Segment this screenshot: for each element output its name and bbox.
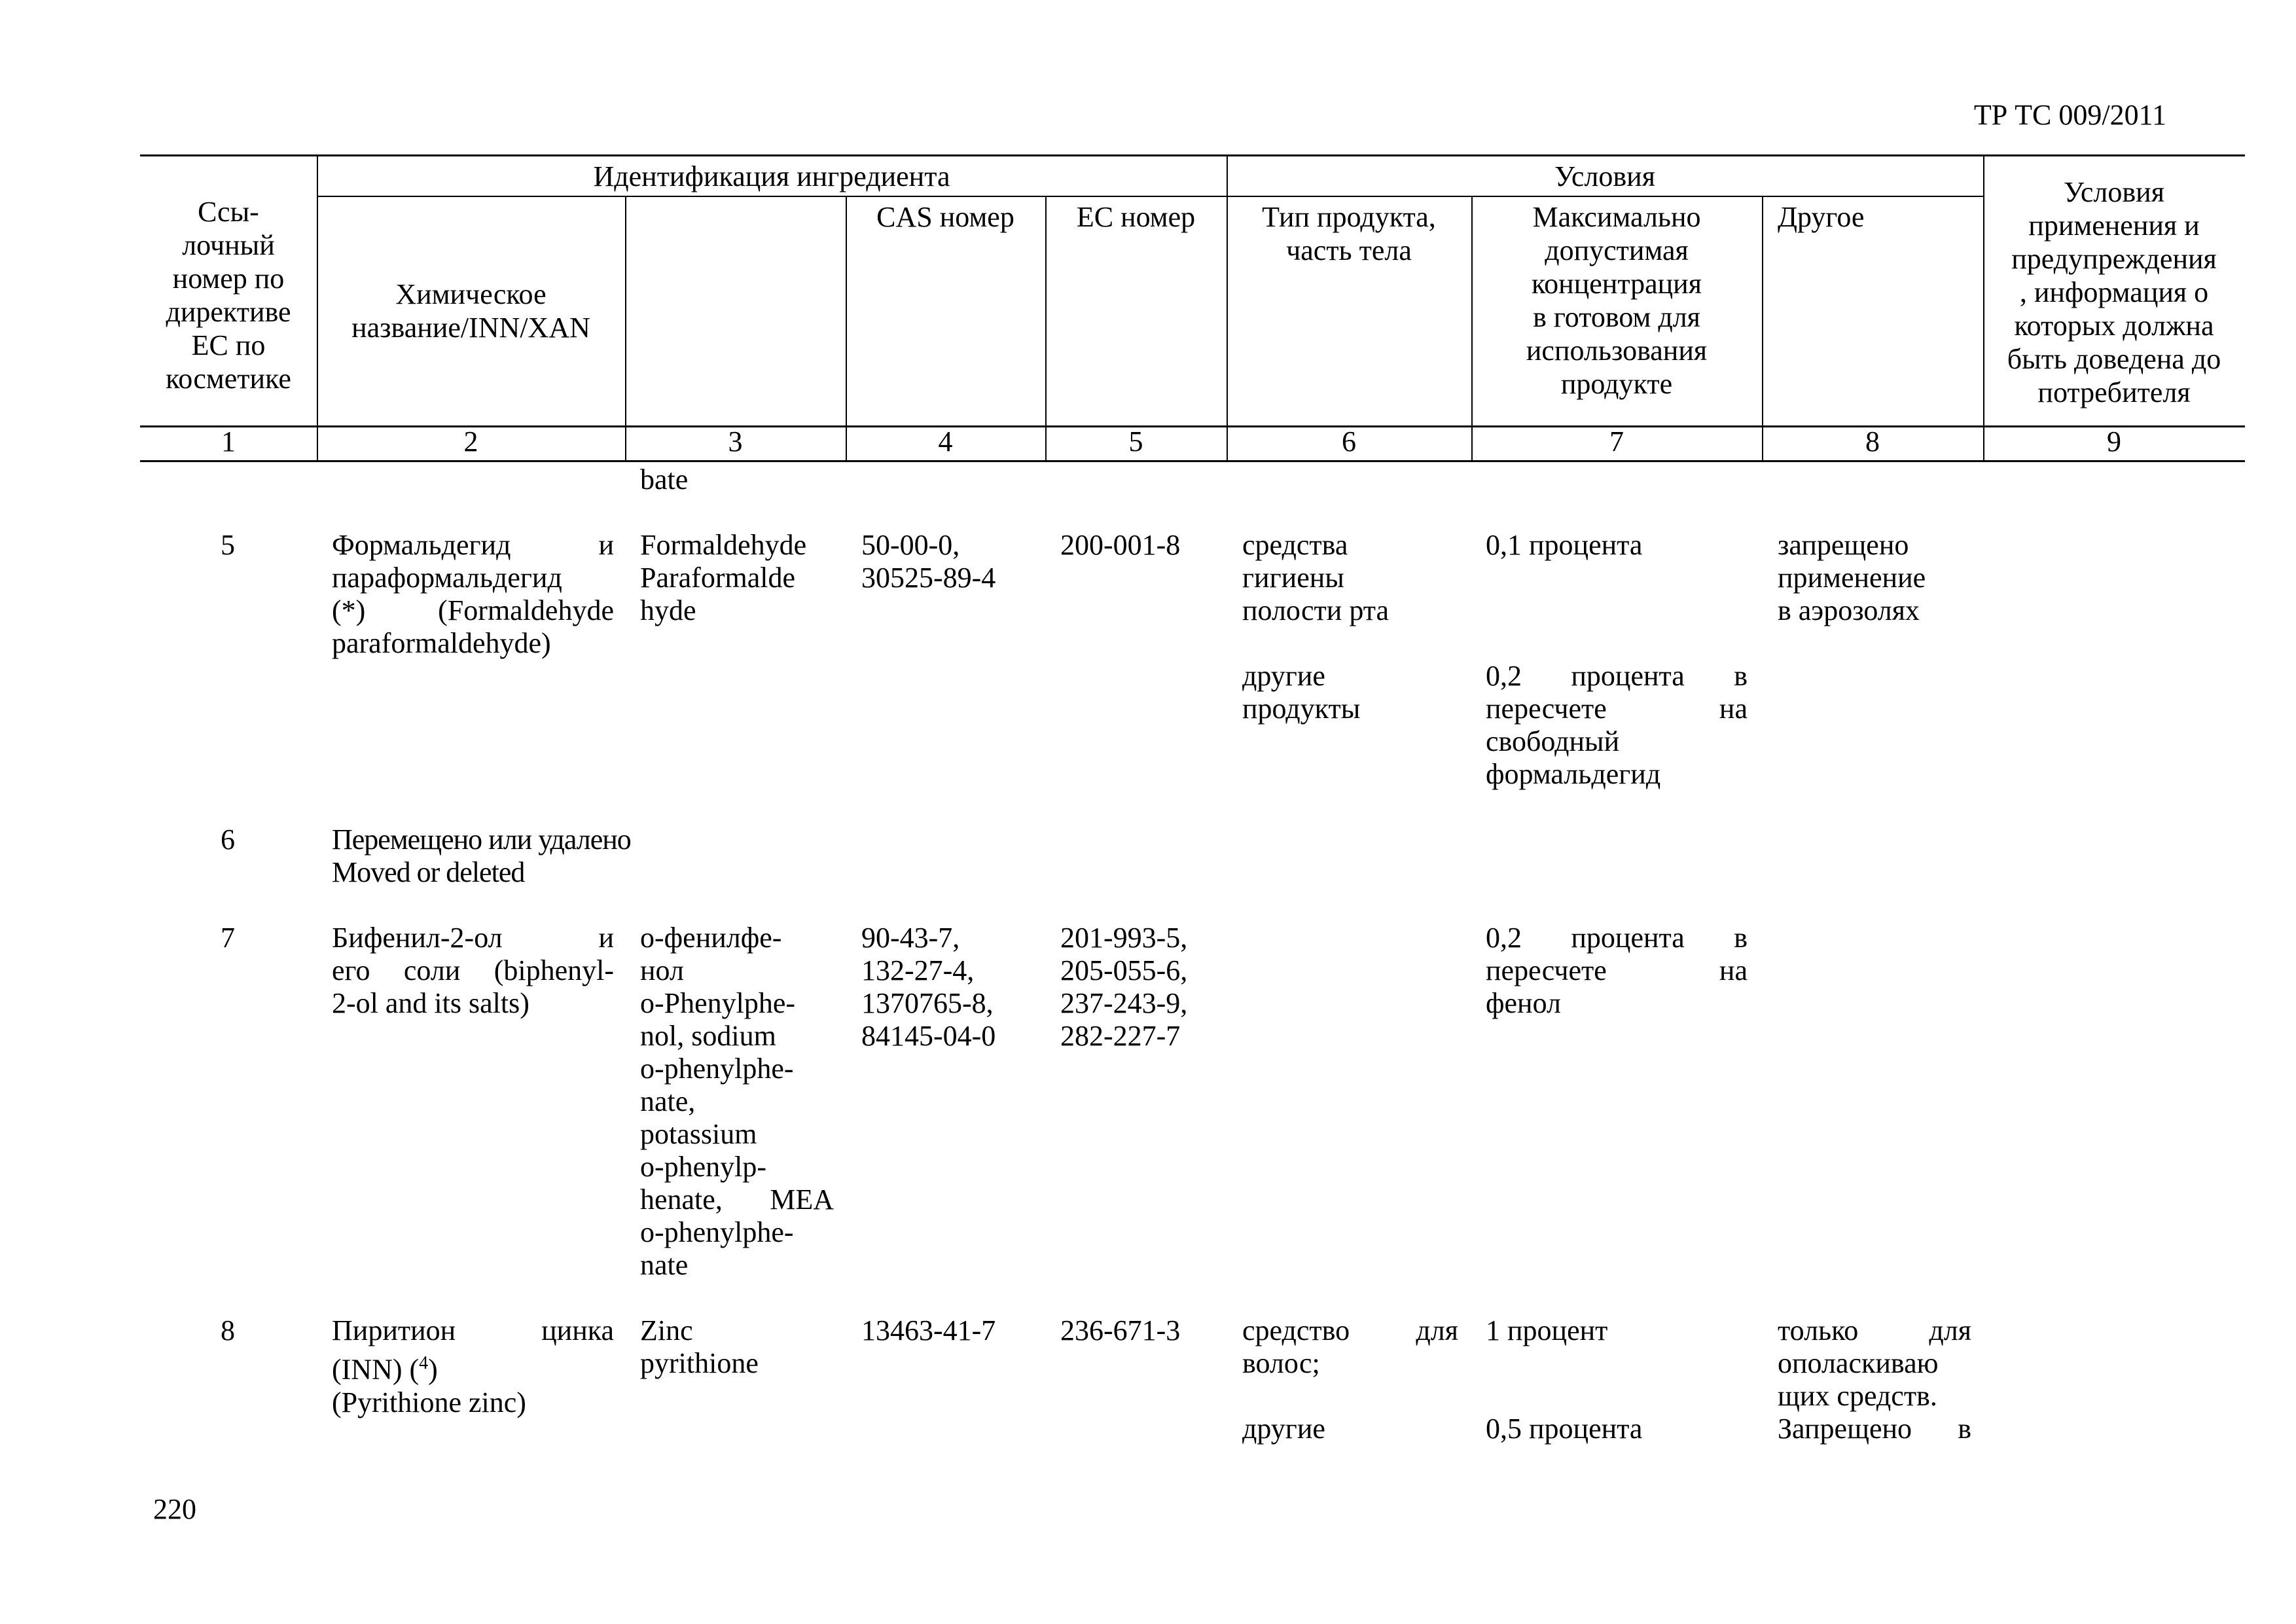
row8-other: только для ополаскиваю щих средств. Запрещено в bbox=[1778, 1314, 1971, 1445]
row5-concentration-b: 0,2 процента в пересчете на свободный формальдегид bbox=[1486, 660, 1748, 790]
row8-concentration-b: 0,5 процента bbox=[1486, 1413, 1643, 1445]
row5-inn: Formaldehyde Paraformalde hyde bbox=[640, 529, 807, 626]
row8-chemical-name: Пиритион цинка (INN) ($^4$) (Pyrithione zinc) bbox=[332, 1314, 614, 1418]
column-number-8: 8 bbox=[1865, 425, 1880, 458]
row7-concentration: 0,2 процента в пересчете на фенол bbox=[1486, 922, 1748, 1019]
row8-ec: 236-671-3 bbox=[1060, 1314, 1181, 1346]
header-ec-number: ЕС номер bbox=[1076, 201, 1196, 233]
row5-other: запрещено применение в аэрозолях bbox=[1778, 529, 1926, 626]
column-number-5: 5 bbox=[1128, 425, 1143, 458]
column-number-7: 7 bbox=[1609, 425, 1624, 458]
row8-number: 8 bbox=[221, 1314, 235, 1346]
column-number-3: 3 bbox=[728, 425, 743, 458]
row8-product-type-a: средство для волос; bbox=[1242, 1314, 1458, 1379]
column-number-9: 9 bbox=[2107, 425, 2121, 458]
row8-product-type-b: другие bbox=[1242, 1413, 1325, 1445]
row7-cas: 90-43-7, 132-27-4, 1370765-8, 84145-04-0 bbox=[861, 922, 996, 1052]
column-number-4: 4 bbox=[938, 425, 953, 458]
row5-cas: 50-00-0, 30525-89-4 bbox=[861, 529, 996, 594]
document-code: ТР ТС 009/2011 bbox=[1973, 99, 2166, 131]
header-ref-number: Ссы- лочный номер по директиве ЕС по косметике bbox=[166, 196, 291, 395]
header-warnings: Условия применения и предупреждения , информация о которых должна быть доведена до потребителя bbox=[2007, 176, 2221, 408]
row5-ec: 200-001-8 bbox=[1060, 529, 1181, 561]
continuation-text: bate bbox=[640, 463, 689, 496]
row5-number: 5 bbox=[221, 529, 235, 561]
header-ingredient-identification: Идентификация ингредиента bbox=[593, 160, 950, 192]
row6-name: Перемещено или удалено Moved or deleted bbox=[332, 823, 631, 888]
col-divider-7 bbox=[1762, 196, 1763, 460]
column-number-1: 1 bbox=[221, 425, 236, 458]
header-conditions: Условия bbox=[1554, 160, 1655, 192]
column-numbers-bottom-border bbox=[140, 460, 2245, 462]
header-max-concentration: Максимально допустимая концентрация в готовом для использования продукте bbox=[1526, 201, 1708, 400]
table-top-border bbox=[140, 154, 2245, 156]
header-group-divider-identification bbox=[317, 196, 1228, 197]
column-number-6: 6 bbox=[1342, 425, 1356, 458]
row5-product-type-b: другие продукты bbox=[1242, 660, 1361, 725]
row7-chemical-name: Бифенил-2-ол и его соли (biphenyl- 2-ol and its salts) bbox=[332, 922, 614, 1019]
column-number-2: 2 bbox=[463, 425, 478, 458]
header-chemical-name: Химическое название/INN/XAN bbox=[351, 278, 590, 344]
col-divider-2 bbox=[625, 196, 626, 460]
row5-product-type-a: средства гигиены полости рта bbox=[1242, 529, 1390, 626]
row5-concentration-a: 0,1 процента bbox=[1486, 529, 1643, 561]
header-cas-number: CAS номер bbox=[876, 201, 1014, 233]
row7-inn: о-фенилфе- нол o-Phenylphe- nol, sodium o-phenylphe- nate, potassium o-phenylp- henate, MEA o-phenylphe- nate bbox=[640, 922, 834, 1281]
col-divider-4 bbox=[1045, 196, 1047, 460]
row5-chemical-name: Формальдегид и параформальдегид (*) (Formaldehyde paraformaldehyde) bbox=[332, 529, 614, 659]
row8-concentration-a: 1 процент bbox=[1486, 1314, 1608, 1346]
row8-cas: 13463-41-7 bbox=[861, 1314, 996, 1346]
header-group-divider-conditions bbox=[1228, 196, 1983, 197]
header-other: Другое bbox=[1778, 201, 1865, 233]
row7-ec: 201-993-5, 205-055-6, 237-243-9, 282-227-7 bbox=[1060, 922, 1188, 1052]
header-product-type: Тип продукта, часть тела bbox=[1262, 201, 1436, 266]
row7-number: 7 bbox=[221, 922, 235, 954]
row8-inn: Zinc pyrithione bbox=[640, 1314, 759, 1379]
page-number: 220 bbox=[153, 1493, 196, 1525]
row6-number: 6 bbox=[221, 823, 235, 856]
col-divider-3 bbox=[846, 196, 847, 460]
